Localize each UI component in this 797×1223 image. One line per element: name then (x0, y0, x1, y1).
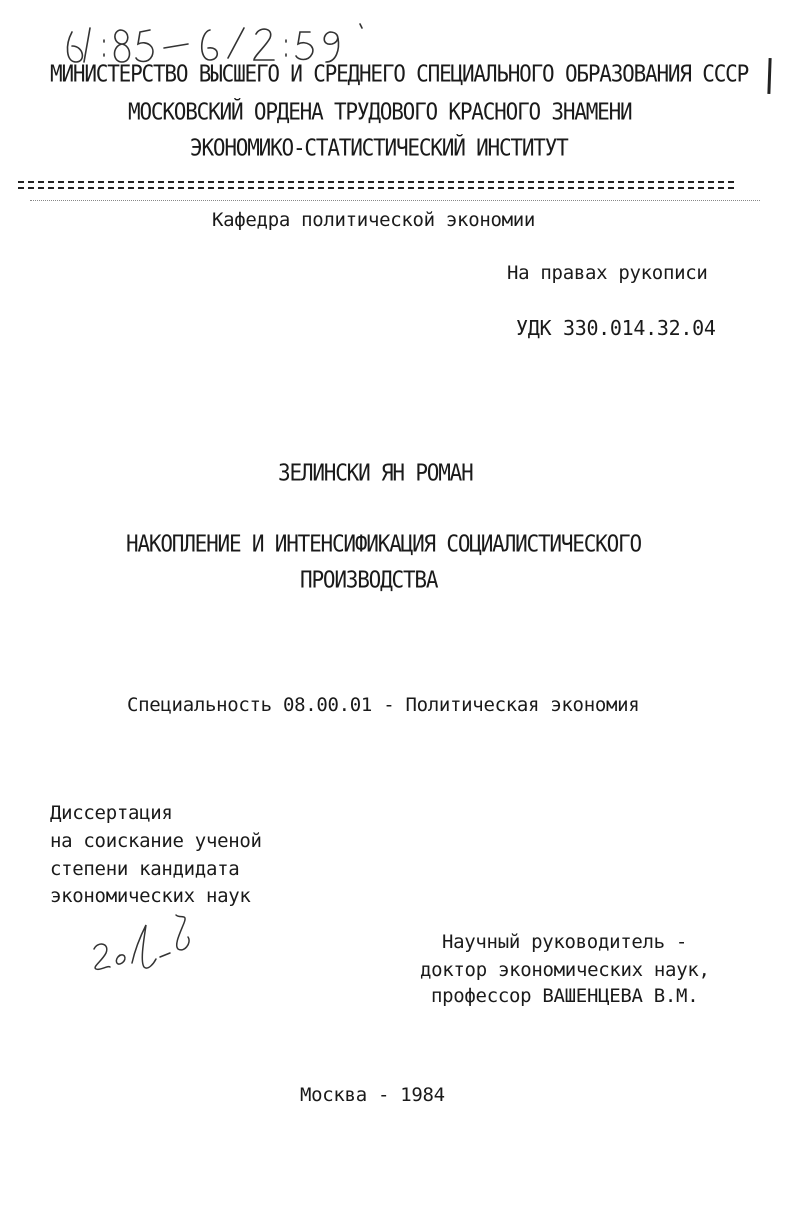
dissertation-title-line2: ПРОИЗВОДСТВА (300, 566, 438, 593)
institute-order-line: МОСКОВСКИЙ ОРДЕНА ТРУДОВОГО КРАСНОГО ЗНАМЕНИ (128, 98, 632, 125)
department-label: Кафедра политической экономии (212, 209, 536, 231)
degree-line3: степени кандидата (50, 858, 240, 880)
margin-mark (767, 58, 771, 94)
supervisor-line2: доктор экономических наук, (420, 959, 710, 981)
manuscript-rights-label: На правах рукописи (507, 262, 708, 284)
supervisor-line3: профессор ВАШЕНЦЕВА В.М. (431, 985, 699, 1007)
supervisor-line1: Научный руководитель - (442, 931, 688, 953)
specialty-label: Специальность 08.00.01 - Политическая экономия (127, 694, 640, 716)
signature (84, 905, 204, 985)
header-dotted-line (30, 200, 760, 201)
institute-name-line: ЭКОНОМИКО-СТАТИСТИЧЕСКИЙ ИНСТИТУТ (190, 134, 568, 161)
degree-line2: на соискание ученой (50, 830, 262, 852)
dissertation-title-line1: НАКОПЛЕНИЕ И ИНТЕНСИФИКАЦИЯ СОЦИАЛИСТИЧЕСКОГО (126, 530, 641, 557)
udc-code: УДК 330.014.32.04 (516, 316, 716, 340)
degree-line4: экономических наук (50, 885, 251, 907)
ministry-line: МИНИСТЕРСТВО ВЫСШЕГО И СРЕДНЕГО СПЕЦИАЛЬНОГО ОБРАЗОВАНИЯ СССР (50, 60, 749, 87)
author-name: ЗЕЛИНСКИ ЯН РОМАН (278, 459, 473, 486)
header-divider-top (18, 181, 734, 183)
header-divider-bottom (18, 187, 734, 189)
city-year: Москва - 1984 (300, 1084, 445, 1106)
degree-line1: Диссертация (50, 802, 173, 824)
